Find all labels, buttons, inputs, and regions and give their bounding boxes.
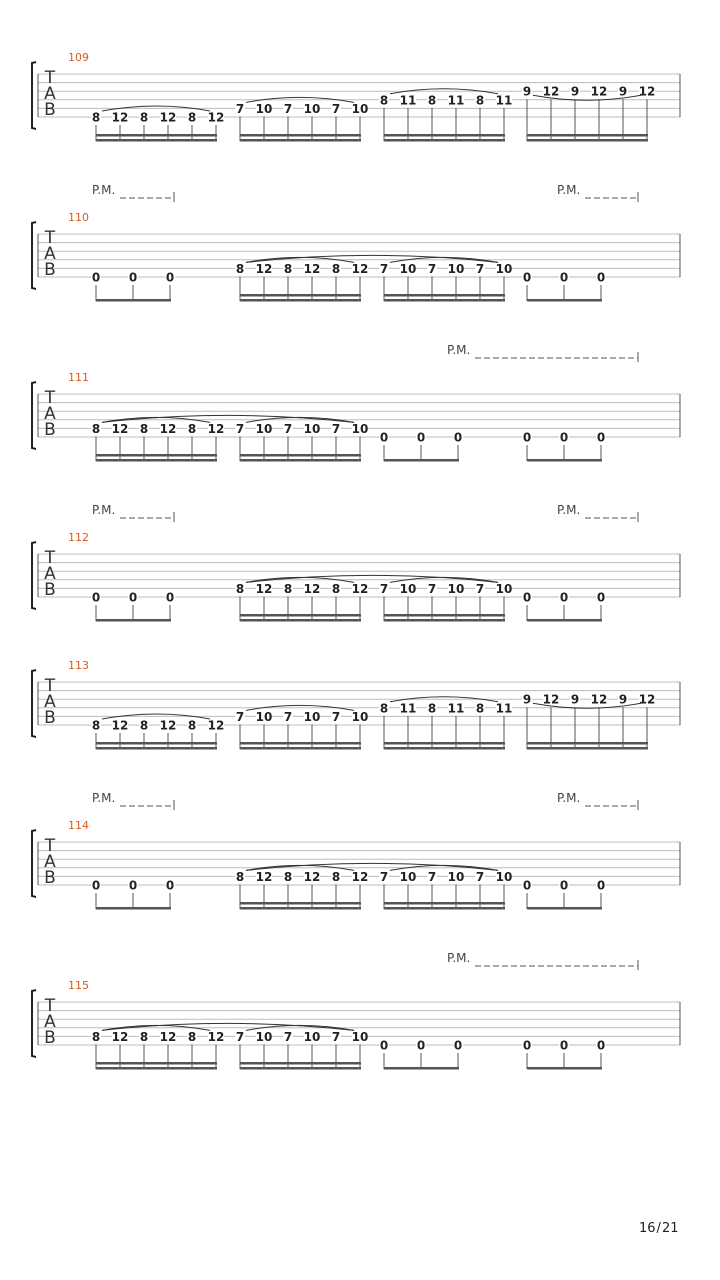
note-beam <box>96 134 217 137</box>
fret-number: 10 <box>303 709 321 724</box>
fret-number: 8 <box>139 1029 149 1044</box>
fret-number: 10 <box>495 581 513 596</box>
fret-number: 8 <box>187 421 197 436</box>
page-current: 16 <box>639 1221 656 1236</box>
note-beam <box>384 907 505 910</box>
fret-number: 8 <box>91 718 101 733</box>
fret-number: 0 <box>559 878 569 893</box>
palm-mute-label: P.M. <box>557 183 581 197</box>
fret-number: 10 <box>303 101 321 116</box>
fret-number: 8 <box>475 93 485 108</box>
fret-number: 12 <box>255 581 273 596</box>
measure-number: 112 <box>68 531 89 544</box>
system-109 <box>32 51 680 142</box>
note-group <box>235 865 368 909</box>
note-beam <box>96 619 171 622</box>
fret-number: 9 <box>570 692 580 707</box>
fret-number: 11 <box>495 93 513 108</box>
fret-number: 7 <box>235 709 245 724</box>
fret-number: 12 <box>207 718 225 733</box>
note-group <box>235 1025 368 1069</box>
note-beam <box>240 299 361 302</box>
fret-number: 8 <box>283 581 293 596</box>
fret-number: 0 <box>91 270 101 285</box>
note-beam <box>384 294 505 297</box>
palm-mute-marker <box>557 503 638 522</box>
note-beam <box>384 747 505 750</box>
fret-number: 7 <box>379 869 389 884</box>
fret-number: 7 <box>427 869 437 884</box>
fret-number: 10 <box>255 421 273 436</box>
fret-number: 8 <box>91 1029 101 1044</box>
fret-number: 8 <box>427 701 437 716</box>
fret-number: 0 <box>596 1038 606 1053</box>
fret-number: 0 <box>416 430 426 445</box>
system-112 <box>32 503 680 622</box>
fret-number: 12 <box>111 1029 129 1044</box>
fret-number: 10 <box>351 709 369 724</box>
fret-number: 11 <box>447 93 465 108</box>
note-group <box>379 865 512 909</box>
note-beam <box>384 1067 459 1070</box>
measure-number: 113 <box>68 659 89 672</box>
tab-clef-letter: T <box>44 996 56 1016</box>
note-group <box>91 714 224 750</box>
fret-number: 8 <box>187 1029 197 1044</box>
palm-mute-marker <box>447 951 638 970</box>
system-bracket <box>32 62 36 129</box>
fret-number: 0 <box>522 590 532 605</box>
fret-number: 12 <box>303 581 321 596</box>
fret-number: 12 <box>159 1029 177 1044</box>
fret-number: 0 <box>165 590 175 605</box>
note-beam <box>384 902 505 905</box>
tab-clef-letter: T <box>44 228 56 248</box>
fret-number: 7 <box>235 421 245 436</box>
note-group <box>235 705 368 749</box>
fret-number: 12 <box>207 421 225 436</box>
note-beam <box>384 614 505 617</box>
fret-number: 7 <box>283 709 293 724</box>
fret-number: 7 <box>283 421 293 436</box>
note-beam <box>527 139 648 142</box>
fret-number: 0 <box>453 1038 463 1053</box>
palm-mute-marker <box>92 183 174 202</box>
note-beam <box>240 1067 361 1070</box>
fret-number: 7 <box>475 261 485 276</box>
note-beam <box>240 747 361 750</box>
fret-number: 10 <box>351 101 369 116</box>
fret-number: 9 <box>570 84 580 99</box>
fret-number: 12 <box>111 718 129 733</box>
fret-number: 10 <box>351 1029 369 1044</box>
tab-clef-letter: B <box>44 580 56 600</box>
fret-number: 8 <box>139 110 149 125</box>
tab-clef-letter: A <box>44 564 56 584</box>
system-111 <box>32 343 680 462</box>
tab-clef-letter: B <box>44 100 56 120</box>
note-group <box>91 591 175 622</box>
note-group <box>522 85 655 142</box>
fret-number: 12 <box>590 84 608 99</box>
note-beam <box>240 1062 361 1065</box>
fret-number: 7 <box>331 101 341 116</box>
system-bracket <box>32 542 36 609</box>
fret-number: 0 <box>522 270 532 285</box>
fret-number: 8 <box>91 421 101 436</box>
fret-number: 12 <box>590 692 608 707</box>
fret-number: 7 <box>283 101 293 116</box>
palm-mute-label: P.M. <box>557 791 581 805</box>
fret-number: 10 <box>495 869 513 884</box>
note-group <box>91 106 224 142</box>
note-beam <box>96 1062 217 1065</box>
tab-clef-letter: T <box>44 68 56 88</box>
note-beam <box>384 742 505 745</box>
tab-clef-letter: A <box>44 692 56 712</box>
palm-mute-marker <box>447 343 638 362</box>
note-beam <box>527 134 648 137</box>
palm-mute-label: P.M. <box>92 791 116 805</box>
fret-number: 12 <box>159 110 177 125</box>
fret-number: 0 <box>379 1038 389 1053</box>
fret-number: 0 <box>416 1038 426 1053</box>
fret-number: 12 <box>111 421 129 436</box>
fret-number: 12 <box>159 421 177 436</box>
fret-number: 0 <box>128 270 138 285</box>
note-beam <box>527 299 602 302</box>
palm-mute-marker <box>557 183 638 202</box>
fret-number: 7 <box>331 421 341 436</box>
system-114 <box>32 791 680 910</box>
fret-number: 0 <box>559 1038 569 1053</box>
fret-number: 10 <box>255 1029 273 1044</box>
measure-number: 114 <box>68 819 89 832</box>
tab-clef-letter: T <box>44 548 56 568</box>
note-beam <box>527 747 648 750</box>
fret-number: 10 <box>399 869 417 884</box>
fret-number: 0 <box>128 590 138 605</box>
fret-number: 12 <box>351 261 369 276</box>
note-group <box>235 257 368 301</box>
note-group <box>379 1039 463 1070</box>
fret-number: 10 <box>303 421 321 436</box>
fret-number: 7 <box>427 261 437 276</box>
note-group <box>522 431 606 462</box>
tab-clef-letter: B <box>44 708 56 728</box>
note-group <box>522 591 606 622</box>
note-beam <box>384 134 505 137</box>
fret-number: 0 <box>596 590 606 605</box>
fret-number: 7 <box>379 261 389 276</box>
fret-number: 7 <box>283 1029 293 1044</box>
fret-number: 10 <box>255 709 273 724</box>
page-separator: / <box>656 1221 661 1236</box>
note-group <box>379 577 512 621</box>
note-beam <box>96 139 217 142</box>
fret-number: 10 <box>447 261 465 276</box>
fret-number: 0 <box>522 878 532 893</box>
fret-number: 9 <box>618 692 628 707</box>
fret-number: 10 <box>399 581 417 596</box>
fret-number: 8 <box>235 581 245 596</box>
note-group <box>522 879 606 910</box>
note-beam <box>527 619 602 622</box>
fret-number: 0 <box>596 878 606 893</box>
fret-number: 12 <box>303 869 321 884</box>
fret-number: 10 <box>495 261 513 276</box>
fret-number: 10 <box>447 869 465 884</box>
tab-clef-letter: B <box>44 868 56 888</box>
fret-number: 8 <box>427 93 437 108</box>
tab-clef-letter: B <box>44 260 56 280</box>
note-beam <box>96 742 217 745</box>
note-beam <box>96 459 217 462</box>
fret-number: 8 <box>283 261 293 276</box>
palm-mute-label: P.M. <box>92 183 116 197</box>
fret-number: 8 <box>139 421 149 436</box>
tab-clef-letter: A <box>44 84 56 104</box>
fret-number: 12 <box>542 692 560 707</box>
fret-number: 7 <box>475 581 485 596</box>
note-group <box>379 89 512 142</box>
fret-number: 11 <box>447 701 465 716</box>
system-bracket <box>32 670 36 737</box>
note-group <box>235 417 368 461</box>
fret-number: 8 <box>379 93 389 108</box>
fret-number: 7 <box>427 581 437 596</box>
palm-mute-label: P.M. <box>557 503 581 517</box>
page-number <box>639 1221 678 1236</box>
fret-number: 11 <box>495 701 513 716</box>
note-beam <box>240 742 361 745</box>
note-group <box>379 431 463 462</box>
palm-mute-label: P.M. <box>447 343 471 357</box>
note-beam <box>96 1067 217 1070</box>
fret-number: 7 <box>475 869 485 884</box>
note-group <box>522 271 606 302</box>
palm-mute-label: P.M. <box>447 951 471 965</box>
fret-number: 11 <box>399 93 417 108</box>
fret-number: 7 <box>331 1029 341 1044</box>
tab-clef-letter: A <box>44 1012 56 1032</box>
palm-mute-marker <box>92 791 174 810</box>
fret-number: 0 <box>165 270 175 285</box>
note-group <box>91 271 175 302</box>
note-beam <box>527 907 602 910</box>
note-group <box>91 1025 224 1069</box>
fret-number: 12 <box>255 261 273 276</box>
fret-number: 8 <box>91 110 101 125</box>
fret-number: 12 <box>207 1029 225 1044</box>
fret-number: 8 <box>475 701 485 716</box>
fret-number: 12 <box>351 581 369 596</box>
note-beam <box>527 1067 602 1070</box>
fret-number: 12 <box>111 110 129 125</box>
tab-clef-letter: T <box>44 388 56 408</box>
note-beam <box>384 299 505 302</box>
fret-number: 8 <box>331 581 341 596</box>
measure-number: 110 <box>68 211 89 224</box>
note-beam <box>240 454 361 457</box>
note-group <box>235 577 368 621</box>
note-group <box>522 1039 606 1070</box>
note-group <box>91 417 224 461</box>
palm-mute-label: P.M. <box>92 503 116 517</box>
tab-clef-letter: A <box>44 404 56 424</box>
note-beam <box>384 619 505 622</box>
fret-number: 9 <box>522 692 532 707</box>
note-beam <box>527 459 602 462</box>
system-110 <box>32 183 680 302</box>
fret-number: 8 <box>331 261 341 276</box>
fret-number: 7 <box>331 709 341 724</box>
note-beam <box>527 742 648 745</box>
tab-clef-letter: T <box>44 836 56 856</box>
fret-number: 7 <box>235 1029 245 1044</box>
system-113 <box>32 659 680 750</box>
fret-number: 0 <box>379 430 389 445</box>
fret-number: 8 <box>379 701 389 716</box>
tab-clef-letter: A <box>44 852 56 872</box>
fret-number: 8 <box>139 718 149 733</box>
fret-number: 0 <box>522 430 532 445</box>
fret-number: 8 <box>283 869 293 884</box>
note-beam <box>240 459 361 462</box>
fret-number: 8 <box>235 869 245 884</box>
fret-number: 9 <box>522 84 532 99</box>
fret-number: 10 <box>351 421 369 436</box>
fret-number: 11 <box>399 701 417 716</box>
note-group <box>379 257 512 301</box>
fret-number: 12 <box>542 84 560 99</box>
note-beam <box>96 299 171 302</box>
tab-clef-letter: B <box>44 1028 56 1048</box>
system-bracket <box>32 222 36 289</box>
fret-number: 0 <box>596 430 606 445</box>
note-beam <box>240 614 361 617</box>
palm-mute-marker <box>557 791 638 810</box>
note-beam <box>240 907 361 910</box>
fret-number: 0 <box>91 590 101 605</box>
fret-number: 12 <box>351 869 369 884</box>
note-beam <box>240 134 361 137</box>
fret-number: 0 <box>91 878 101 893</box>
fret-number: 10 <box>303 1029 321 1044</box>
fret-number: 8 <box>235 261 245 276</box>
fret-number: 0 <box>596 270 606 285</box>
note-group <box>379 697 512 750</box>
note-group <box>235 97 368 141</box>
measure-number: 111 <box>68 371 89 384</box>
system-bracket <box>32 830 36 897</box>
fret-number: 12 <box>159 718 177 733</box>
tab-clef-letter: T <box>44 676 56 696</box>
tab-clef-letter: A <box>44 244 56 264</box>
note-beam <box>96 454 217 457</box>
measure-number: 115 <box>68 979 89 992</box>
fret-number: 0 <box>165 878 175 893</box>
note-beam <box>96 907 171 910</box>
note-beam <box>96 747 217 750</box>
measure-number: 109 <box>68 51 89 64</box>
fret-number: 12 <box>255 869 273 884</box>
system-bracket <box>32 990 36 1057</box>
fret-number: 7 <box>235 101 245 116</box>
fret-number: 0 <box>128 878 138 893</box>
fret-number: 10 <box>447 581 465 596</box>
note-beam <box>240 139 361 142</box>
fret-number: 0 <box>559 590 569 605</box>
fret-number: 8 <box>187 110 197 125</box>
fret-number: 12 <box>638 84 656 99</box>
fret-number: 7 <box>379 581 389 596</box>
fret-number: 8 <box>187 718 197 733</box>
note-group <box>91 879 175 910</box>
fret-number: 12 <box>638 692 656 707</box>
fret-number: 0 <box>453 430 463 445</box>
note-beam <box>240 619 361 622</box>
fret-number: 0 <box>559 270 569 285</box>
fret-number: 12 <box>207 110 225 125</box>
tab-clef-letter: B <box>44 420 56 440</box>
fret-number: 10 <box>255 101 273 116</box>
note-beam <box>240 902 361 905</box>
note-beam <box>384 139 505 142</box>
fret-number: 9 <box>618 84 628 99</box>
fret-number: 8 <box>331 869 341 884</box>
note-beam <box>384 459 459 462</box>
page-total: 21 <box>661 1221 679 1236</box>
note-group <box>522 693 655 750</box>
fret-number: 10 <box>399 261 417 276</box>
fret-number: 12 <box>303 261 321 276</box>
system-115 <box>32 951 680 1070</box>
fret-number: 0 <box>559 430 569 445</box>
palm-mute-marker <box>92 503 174 522</box>
note-beam <box>240 294 361 297</box>
system-bracket <box>32 382 36 449</box>
fret-number: 0 <box>522 1038 532 1053</box>
